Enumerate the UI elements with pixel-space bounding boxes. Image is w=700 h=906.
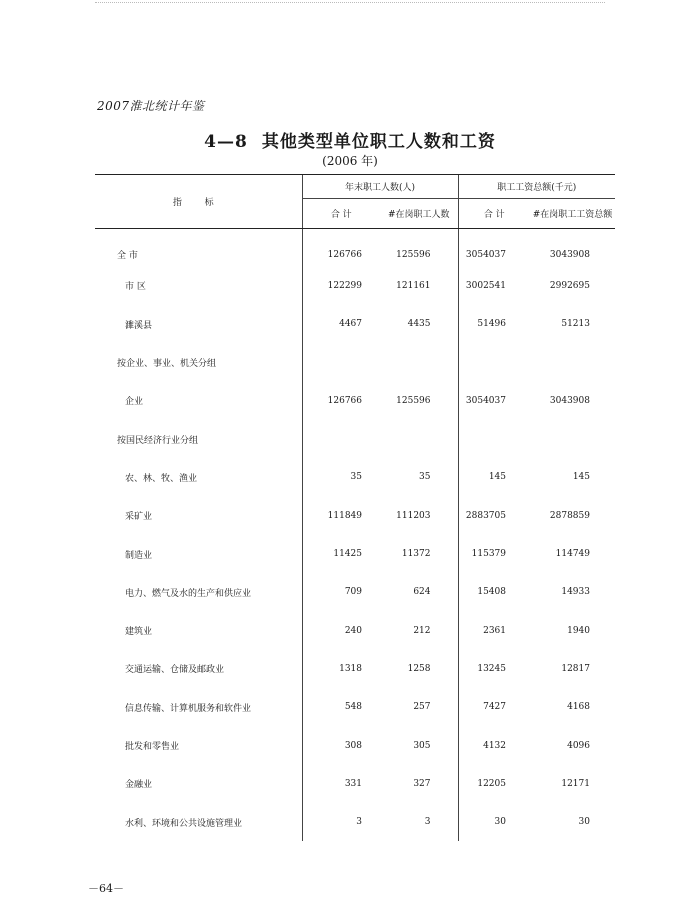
table-subtitle: (2006 年) bbox=[322, 154, 378, 168]
cell-wages-onpost: 12817 bbox=[561, 663, 590, 674]
cell-employees-onpost: 212 bbox=[413, 625, 431, 636]
cell-employees-total: 4467 bbox=[302, 305, 380, 343]
cell-wages-onpost bbox=[530, 343, 615, 381]
table-body bbox=[95, 229, 615, 842]
cell-wages-total: 4132 bbox=[458, 726, 530, 764]
cell-employees-total: 240 bbox=[302, 611, 380, 649]
cell-wages-onpost: 4168 bbox=[567, 702, 590, 713]
cell-wages-total bbox=[458, 420, 530, 458]
cell-wages-total bbox=[458, 343, 530, 381]
table-number: 4—8 bbox=[204, 132, 248, 152]
cell-employees-total: 122299 bbox=[302, 267, 380, 305]
cell-employees-total: 111849 bbox=[302, 497, 380, 535]
cell-wages-onpost: 3043908 bbox=[549, 249, 590, 260]
cell-employees-onpost bbox=[380, 343, 458, 381]
subheader-employees-total: 合 计 bbox=[302, 199, 380, 229]
cell-employees-total: 11425 bbox=[302, 535, 380, 573]
cell-wages-onpost: 3043908 bbox=[549, 395, 590, 406]
cell-wages-onpost: 51213 bbox=[561, 319, 590, 330]
cell-wages-total: 115379 bbox=[458, 535, 530, 573]
cell-wages-onpost: 4096 bbox=[567, 740, 590, 751]
cell-employees-onpost: 305 bbox=[413, 740, 431, 751]
group-header-employees: 年末职工人数(人) bbox=[302, 175, 458, 199]
row-label: 交通运输、仓储及邮政业 bbox=[125, 665, 225, 676]
cell-employees-onpost: 111203 bbox=[396, 510, 431, 521]
cell-employees-onpost: 35 bbox=[419, 472, 431, 483]
group-header-wages: 职工工资总额(千元) bbox=[458, 175, 615, 199]
cell-wages-onpost: 114749 bbox=[555, 549, 590, 560]
table-row bbox=[95, 343, 615, 381]
row-label: 企业 bbox=[125, 397, 144, 408]
row-label: 采矿业 bbox=[125, 512, 153, 523]
cell-wages-total: 2361 bbox=[458, 611, 530, 649]
cell-wages-onpost: 145 bbox=[572, 472, 590, 483]
table-title bbox=[0, 127, 700, 152]
cell-wages-onpost: 30 bbox=[578, 817, 590, 828]
cell-wages-onpost: 2878859 bbox=[549, 510, 590, 521]
table-row bbox=[95, 726, 615, 764]
table-row bbox=[95, 688, 615, 726]
cell-wages-total: 51496 bbox=[458, 305, 530, 343]
row-label: 建筑业 bbox=[125, 627, 153, 638]
cell-wages-onpost: 12171 bbox=[561, 778, 590, 789]
cell-employees-total: 3 bbox=[302, 803, 380, 841]
table-row bbox=[95, 573, 615, 611]
cell-employees-total: 126766 bbox=[302, 382, 380, 420]
yearbook-header: 2007淮北统计年鉴 bbox=[97, 99, 205, 113]
table-row bbox=[95, 535, 615, 573]
table-row bbox=[95, 803, 615, 841]
row-label: 金融业 bbox=[125, 780, 153, 791]
cell-employees-onpost: 125596 bbox=[396, 249, 431, 260]
cell-wages-total: 3054037 bbox=[458, 229, 530, 267]
cell-employees-onpost: 11372 bbox=[401, 549, 431, 560]
cell-wages-onpost bbox=[530, 420, 615, 458]
cell-wages-total: 7427 bbox=[458, 688, 530, 726]
cell-wages-onpost: 2992695 bbox=[549, 280, 590, 291]
row-label: 按企业、事业、机关分组 bbox=[117, 359, 217, 370]
cell-employees-onpost: 3 bbox=[424, 817, 431, 828]
cell-employees-onpost: 1258 bbox=[407, 663, 431, 674]
table-row bbox=[95, 267, 615, 305]
cell-employees-total: 35 bbox=[302, 458, 380, 496]
cell-employees-total: 308 bbox=[302, 726, 380, 764]
table-row bbox=[95, 305, 615, 343]
top-dotted-rule bbox=[95, 2, 605, 4]
row-label: 电力、燃气及水的生产和供应业 bbox=[125, 588, 252, 599]
cell-wages-total: 15408 bbox=[458, 573, 530, 611]
cell-employees-total bbox=[302, 343, 380, 381]
table-row bbox=[95, 229, 615, 267]
cell-wages-onpost: 14933 bbox=[561, 587, 590, 598]
table-row bbox=[95, 420, 615, 458]
cell-employees-onpost: 327 bbox=[413, 778, 431, 789]
subheader-wages-total: 合 计 bbox=[458, 199, 530, 229]
subheader-employees-onpost: #在岗职工人数 bbox=[380, 199, 458, 229]
cell-employees-onpost: 121161 bbox=[396, 280, 431, 291]
table-title-text: 其他类型单位职工人数和工资 bbox=[261, 132, 496, 152]
table-row bbox=[95, 611, 615, 649]
cell-employees-onpost bbox=[380, 420, 458, 458]
cell-employees-total: 1318 bbox=[302, 650, 380, 688]
indicator-header: 指 标 bbox=[95, 175, 302, 229]
row-label: 全 市 bbox=[117, 251, 138, 262]
row-label: 市 区 bbox=[125, 282, 146, 293]
row-label: 批发和零售业 bbox=[125, 742, 180, 752]
cell-employees-onpost: 4435 bbox=[407, 319, 431, 330]
cell-wages-total: 13245 bbox=[458, 650, 530, 688]
cell-wages-total: 2883705 bbox=[458, 497, 530, 535]
cell-employees-onpost: 257 bbox=[413, 702, 431, 713]
cell-wages-total: 145 bbox=[458, 458, 530, 496]
row-label: 农、林、牧、渔业 bbox=[125, 473, 198, 484]
cell-employees-onpost: 125596 bbox=[396, 395, 431, 406]
subheader-wages-onpost: #在岗职工工资总额 bbox=[530, 199, 615, 229]
cell-employees-total: 126766 bbox=[302, 229, 380, 267]
row-label: 信息传输、计算机服务和软件业 bbox=[125, 703, 252, 714]
row-label: 制造业 bbox=[125, 550, 153, 561]
cell-wages-total: 30 bbox=[458, 803, 530, 841]
cell-wages-onpost: 1940 bbox=[567, 625, 590, 636]
row-label: 濉溪县 bbox=[125, 320, 153, 331]
table-row bbox=[95, 382, 615, 420]
row-label: 按国民经济行业分组 bbox=[117, 435, 199, 446]
table-row bbox=[95, 458, 615, 496]
table-row bbox=[95, 765, 615, 803]
cell-employees-total: 331 bbox=[302, 765, 380, 803]
cell-wages-total: 12205 bbox=[458, 765, 530, 803]
cell-employees-total: 709 bbox=[302, 573, 380, 611]
table-row bbox=[95, 497, 615, 535]
row-label: 水利、环境和公共设施管理业 bbox=[125, 818, 243, 829]
cell-wages-total: 3002541 bbox=[458, 267, 530, 305]
cell-employees-total bbox=[302, 420, 380, 458]
statistics-table bbox=[95, 174, 615, 841]
table-row bbox=[95, 650, 615, 688]
cell-employees-onpost: 624 bbox=[413, 587, 431, 598]
cell-employees-total: 548 bbox=[302, 688, 380, 726]
cell-wages-total: 3054037 bbox=[458, 382, 530, 420]
page-number: －64－ bbox=[88, 882, 124, 895]
